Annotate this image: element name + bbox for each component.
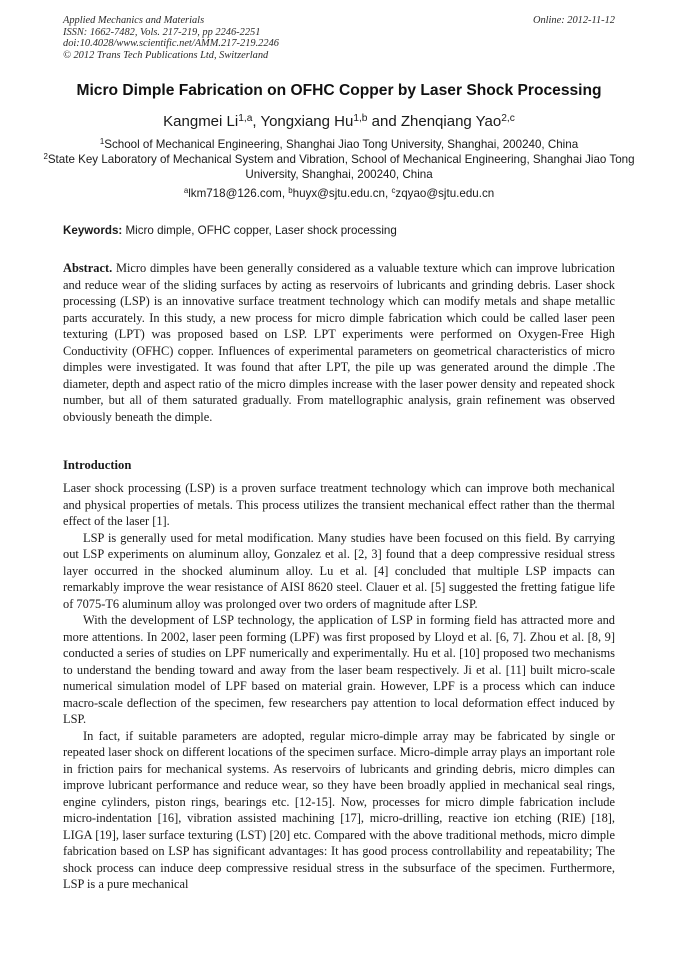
- intro-paragraph-4: In fact, if suitable parameters are adopted, regular micro-dimple array may be fabricated by single or repeated laser shock on different locations of the specimen surface. Micro-dimple array plays an important role in friction pairs for mechanical systems. As reservoirs of lubricants and grinding debris, micro dimples can improve lubricant performance and reduce wear, so they have been broadly applied in mechanical seal rings, engine cylinders, piston rings, bearings etc. [12-15]. Now, processes for micro dimple fabrication include micro-indentation [16], vibration assisted machining [17], micro-drilling, reactive ion etching (RIE) [18], LIGA [19], laser surface texturing (LST) [20] etc. Compared with the above traditional methods, micro dimple fabrication based on LSP has significant advantages: It has good process controllability and repeatability; The shock process can induce deep compressive residual stress in the subsurface of the specimen. Furthermore, LSP is a pure mechanical: [63, 728, 615, 891]
- affiliation-text: School of Mechanical Engineering, Shanghai Jiao Tong University, Shanghai, 200240, China: [104, 138, 579, 151]
- affiliation-text: State Key Laboratory of Mechanical System and Vibration, School of Mechanical Engineering, Shanghai Jiao Tong University, Shanghai, 200240, China: [47, 153, 635, 181]
- keywords: [63, 224, 615, 237]
- intro-paragraph-2: LSP is generally used for metal modification. Many studies have been focused on this field. By carrying out LSP experiments on aluminum alloy, Gonzalez et al. [2, 3] found that a deep compressive residual stress layer occurred in the shocked aluminum alloy. Lu et al. [4] concluded that multiple LSP impacts can remarkably improve the wear resistance of AISI 8620 steel. Clauer et al. [5] suggested the fretting fatigue life of 7075-T6 aluminum alloy was prolonged over two orders of magnitude after LSP.: [63, 530, 615, 611]
- paper-title: Micro Dimple Fabrication on OFHC Copper by Laser Shock Processing: [76, 82, 602, 99]
- email-mark: a: [183, 186, 189, 196]
- author-list: [20, 113, 658, 130]
- author-affil-mark: 2,c: [501, 112, 515, 124]
- author-affil-mark: 1,a: [238, 112, 253, 124]
- email-mark: b: [288, 186, 293, 196]
- copyright-line: © 2012 Trans Tech Publications Ltd, Switzerland: [63, 49, 269, 61]
- email-separator: ,: [281, 187, 289, 200]
- keywords-text: Micro dimple, OFHC copper, Laser shock processing: [125, 224, 397, 237]
- affiliation-mark: 2: [43, 152, 48, 162]
- abstract-label: Abstract.: [63, 261, 113, 275]
- intro-paragraph-3: With the development of LSP technology, the application of LSP in forming field has attracted more and more attentions. In 2002, laser peen forming (LPF) was first proposed by Lloyd et al. [6, 7]. Zhou et al. [8, 9] conducted a series of studies on LPF numerically and experimentally. Hu et al. [10] proposed two mechanisms to understand the bending toward and away from the laser beam respectively. Ji et al. [11] built micro-scale numerical simulation model of LPF based on material grain. However, LPF is a process which can induce macro-scale deflection of the specimen, few researchers pay attention to local deformation effect induced by LSP.: [63, 613, 615, 726]
- author-separator: and: [367, 113, 401, 130]
- abstract-text: Micro dimples have been generally considered as a valuable texture which can improve lubrication and reduce wear of the sliding surfaces by acting as reservoirs of lubricants and grinding debris. Laser shock processing (LSP) is an innovative surface treatment technology which can modify metals and shape metallic parts accurately. In this study, a new process for micro dimple fabrication which could be called laser peen texturing (LPT) was proposed based on LSP. LPT experiments were performed on Oxygen-Free High Conductivity (OFHC) copper. Influences of experimental parameters on geometrical characteristics of micro dimples were investigated. It was found that after LPT, the pile up was generated around the dimple .The diameter, depth and aspect ratio of the micro dimples increase with the laser power density and repeated shock number, but all of them saturated gradually. From matellographic analysis, grain refinement was observed obviously beneath the dimple.: [63, 261, 616, 424]
- journal-header: [63, 15, 615, 61]
- email-list: [20, 187, 658, 200]
- intro-paragraph-1: Laser shock processing (LSP) is a proven surface treatment technology which can improve both mechanical and physical properties of metals. This process utilizes the transient mechanical effect rather than the thermal effect of the laser [1].: [63, 481, 615, 528]
- author-name: Yongxiang Hu: [260, 113, 354, 130]
- affiliation-2: [40, 152, 638, 182]
- email-address[interactable]: lkm718@126.com: [188, 187, 282, 200]
- author-separator: ,: [252, 113, 261, 130]
- abstract: [63, 260, 615, 425]
- email-separator: ,: [385, 187, 392, 200]
- affiliations: [40, 137, 638, 182]
- email-mark: c: [391, 186, 396, 196]
- introduction-body: [63, 480, 615, 893]
- affiliation-mark: 1: [99, 137, 105, 147]
- author-name: Zhenqiang Yao: [400, 113, 502, 130]
- issn-line: ISSN: 1662-7482, Vols. 217-219, pp 2246-2251: [63, 26, 261, 38]
- online-date: Online: 2012-11-12: [532, 15, 615, 26]
- email-address[interactable]: huyx@sjtu.edu.cn: [292, 187, 386, 200]
- keywords-label: Keywords:: [63, 224, 123, 237]
- author-name: Kangmei Li: [163, 113, 239, 130]
- affiliation-1: [40, 137, 638, 152]
- doi-line: doi:10.4028/www.scientific.net/AMM.217-219.2246: [63, 38, 279, 50]
- email-address[interactable]: zqyao@sjtu.edu.cn: [395, 187, 495, 200]
- introduction-heading: Introduction: [63, 458, 132, 472]
- journal-name: Applied Mechanics and Materials: [63, 15, 205, 26]
- author-affil-mark: 1,b: [353, 112, 368, 124]
